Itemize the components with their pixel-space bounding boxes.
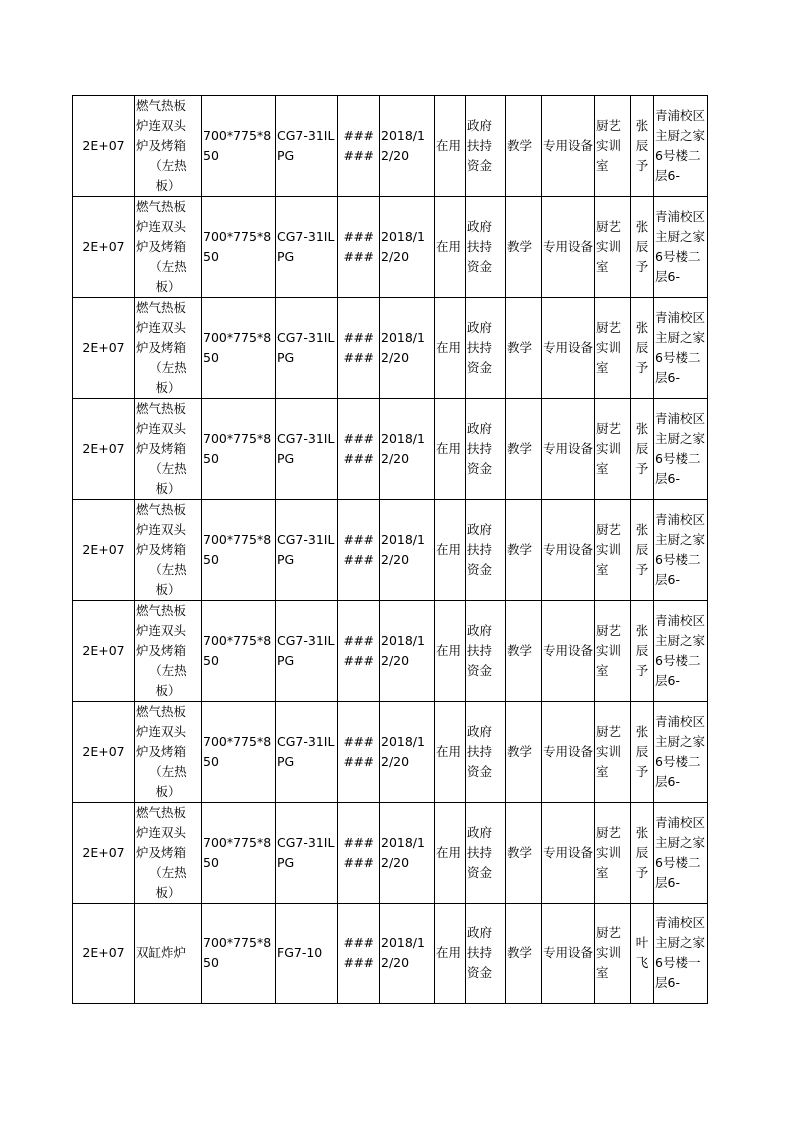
usage-cell: 教学 [506,702,542,803]
room-cell: 厨艺实训室 [595,96,631,197]
location-cell: 青浦校区主厨之家6号楼二层6- [654,500,708,601]
room-cell: 厨艺实训室 [595,601,631,702]
status-cell: 在用 [435,96,466,197]
date-cell: 2018/12/20 [380,904,435,1004]
model-cell: CG7-31ILPG [276,702,338,803]
date-cell: 2018/12/20 [380,197,435,298]
model-cell: FG7-10 [276,904,338,1004]
category-cell: 专用设备 [542,803,595,904]
masked-value-cell: ###### [338,702,380,803]
asset-name-line: 板） [155,683,181,698]
masked-value-cell: ###### [338,298,380,399]
asset-name-line: 板） [155,380,181,395]
asset-name-line: （左热 [149,259,187,274]
fund-source-cell: 政府扶持资金 [466,197,506,298]
table-row [73,904,708,1004]
asset-name-line: 双缸炸炉 [136,945,187,961]
asset-name-line: 燃气热板 [136,98,187,113]
usage-cell: 教学 [506,500,542,601]
status-cell: 在用 [435,601,466,702]
asset-name-line: 板） [155,178,181,193]
location-cell: 青浦校区主厨之家6号楼二层6- [654,96,708,197]
asset-name-line: 板） [155,784,181,799]
status-cell: 在用 [435,904,466,1004]
table-row [73,500,708,601]
size-cell: 700*775*850 [202,702,276,803]
asset-name-line: （左热 [149,360,187,375]
table-row [73,197,708,298]
asset-name-cell [135,500,202,601]
model-cell: CG7-31ILPG [276,500,338,601]
table-row [73,298,708,399]
asset-name-line: 燃气热板 [136,401,187,416]
masked-value-cell: ###### [338,197,380,298]
asset-id-cell: 2E+07 [73,904,135,1004]
asset-name-line: 板） [155,279,181,294]
asset-name-line: （左热 [149,461,187,476]
size-cell: 700*775*850 [202,904,276,1004]
table-row [73,601,708,702]
fund-source-cell: 政府扶持资金 [466,399,506,500]
date-cell: 2018/12/20 [380,298,435,399]
usage-cell: 教学 [506,601,542,702]
asset-name-line: 板） [155,885,181,900]
model-cell: CG7-31ILPG [276,803,338,904]
asset-name-line: 炉连双头 [136,623,187,638]
custodian-cell: 张辰予 [631,298,654,399]
usage-cell: 教学 [506,399,542,500]
room-cell: 厨艺实训室 [595,298,631,399]
masked-value-cell: ###### [338,601,380,702]
size-cell: 700*775*850 [202,96,276,197]
asset-name-line: 燃气热板 [136,502,187,517]
asset-name-line: （左热 [149,562,187,577]
room-cell: 厨艺实训室 [595,399,631,500]
custodian-cell: 张辰予 [631,399,654,500]
location-cell: 青浦校区主厨之家6号楼二层6- [654,197,708,298]
asset-name-line: 炉及烤箱 [136,744,187,759]
fund-source-cell: 政府扶持资金 [466,298,506,399]
custodian-cell: 叶飞 [631,904,654,1004]
asset-name-line: 炉及烤箱 [136,239,187,254]
category-cell: 专用设备 [542,601,595,702]
status-cell: 在用 [435,298,466,399]
asset-id-cell: 2E+07 [73,197,135,298]
category-cell: 专用设备 [542,702,595,803]
asset-id-cell: 2E+07 [73,96,135,197]
status-cell: 在用 [435,399,466,500]
asset-id-cell: 2E+07 [73,500,135,601]
usage-cell: 教学 [506,298,542,399]
location-cell: 青浦校区主厨之家6号楼二层6- [654,601,708,702]
asset-id-cell: 2E+07 [73,298,135,399]
category-cell: 专用设备 [542,399,595,500]
size-cell: 700*775*850 [202,399,276,500]
asset-name-line: 炉连双头 [136,825,187,840]
category-cell: 专用设备 [542,904,595,1004]
asset-name-line: （左热 [149,865,187,880]
asset-name-line: 炉连双头 [136,219,187,234]
size-cell: 700*775*850 [202,500,276,601]
asset-name-line: 炉连双头 [136,724,187,739]
fund-source-cell: 政府扶持资金 [466,702,506,803]
size-cell: 700*775*850 [202,298,276,399]
asset-name-line: 炉及烤箱 [136,340,187,355]
custodian-cell: 张辰予 [631,702,654,803]
status-cell: 在用 [435,803,466,904]
fund-source-cell: 政府扶持资金 [466,904,506,1004]
asset-id-cell: 2E+07 [73,601,135,702]
asset-name-line: 炉连双头 [136,522,187,537]
date-cell: 2018/12/20 [380,96,435,197]
category-cell: 专用设备 [542,197,595,298]
location-cell: 青浦校区主厨之家6号楼二层6- [654,702,708,803]
asset-table [72,95,708,1004]
custodian-cell: 张辰予 [631,601,654,702]
date-cell: 2018/12/20 [380,399,435,500]
asset-name-cell [135,399,202,500]
fund-source-cell: 政府扶持资金 [466,500,506,601]
size-cell: 700*775*850 [202,803,276,904]
custodian-cell: 张辰予 [631,803,654,904]
status-cell: 在用 [435,500,466,601]
model-cell: CG7-31ILPG [276,298,338,399]
fund-source-cell: 政府扶持资金 [466,601,506,702]
location-cell: 青浦校区主厨之家6号楼二层6- [654,298,708,399]
asset-name-line: 燃气热板 [136,603,187,618]
location-cell: 青浦校区主厨之家6号楼一层6- [654,904,708,1004]
masked-value-cell: ###### [338,500,380,601]
asset-name-cell [135,803,202,904]
asset-name-line: 炉及烤箱 [136,542,187,557]
asset-name-line: （左热 [149,158,187,173]
asset-name-line: 炉连双头 [136,118,187,133]
asset-name-line: 炉连双头 [136,320,187,335]
category-cell: 专用设备 [542,298,595,399]
table-row [73,96,708,197]
custodian-cell: 张辰予 [631,96,654,197]
masked-value-cell: ###### [338,803,380,904]
table-row [73,399,708,500]
fund-source-cell: 政府扶持资金 [466,96,506,197]
asset-name-line: 燃气热板 [136,300,187,315]
asset-name-line: 炉及烤箱 [136,643,187,658]
asset-name-line: 燃气热板 [136,805,187,820]
room-cell: 厨艺实训室 [595,197,631,298]
custodian-cell: 张辰予 [631,197,654,298]
status-cell: 在用 [435,702,466,803]
asset-name-cell [135,197,202,298]
asset-name-line: 燃气热板 [136,199,187,214]
model-cell: CG7-31ILPG [276,96,338,197]
masked-value-cell: ###### [338,96,380,197]
room-cell: 厨艺实训室 [595,803,631,904]
model-cell: CG7-31ILPG [276,197,338,298]
asset-id-cell: 2E+07 [73,702,135,803]
model-cell: CG7-31ILPG [276,399,338,500]
size-cell: 700*775*850 [202,197,276,298]
category-cell: 专用设备 [542,96,595,197]
status-cell: 在用 [435,197,466,298]
asset-id-cell: 2E+07 [73,803,135,904]
date-cell: 2018/12/20 [380,702,435,803]
fund-source-cell: 政府扶持资金 [466,803,506,904]
usage-cell: 教学 [506,96,542,197]
usage-cell: 教学 [506,803,542,904]
date-cell: 2018/12/20 [380,601,435,702]
location-cell: 青浦校区主厨之家6号楼二层6- [654,803,708,904]
date-cell: 2018/12/20 [380,500,435,601]
masked-value-cell: ###### [338,904,380,1004]
asset-name-cell [135,904,202,1004]
table-row [73,803,708,904]
table-row [73,702,708,803]
asset-name-line: 炉连双头 [136,421,187,436]
asset-name-line: （左热 [149,764,187,779]
asset-id-cell: 2E+07 [73,399,135,500]
category-cell: 专用设备 [542,500,595,601]
room-cell: 厨艺实训室 [595,702,631,803]
asset-name-line: 炉及烤箱 [136,138,187,153]
asset-name-line: 板） [155,481,181,496]
asset-name-line: （左热 [149,663,187,678]
room-cell: 厨艺实训室 [595,904,631,1004]
date-cell: 2018/12/20 [380,803,435,904]
asset-name-line: 燃气热板 [136,704,187,719]
asset-name-line: 炉及烤箱 [136,845,187,860]
asset-name-cell [135,96,202,197]
custodian-cell: 张辰予 [631,500,654,601]
room-cell: 厨艺实训室 [595,500,631,601]
location-cell: 青浦校区主厨之家6号楼二层6- [654,399,708,500]
asset-name-line: 炉及烤箱 [136,441,187,456]
usage-cell: 教学 [506,197,542,298]
model-cell: CG7-31ILPG [276,601,338,702]
asset-name-cell [135,601,202,702]
asset-name-cell [135,702,202,803]
masked-value-cell: ###### [338,399,380,500]
asset-name-line: 板） [155,582,181,597]
usage-cell: 教学 [506,904,542,1004]
asset-name-cell [135,298,202,399]
size-cell: 700*775*850 [202,601,276,702]
